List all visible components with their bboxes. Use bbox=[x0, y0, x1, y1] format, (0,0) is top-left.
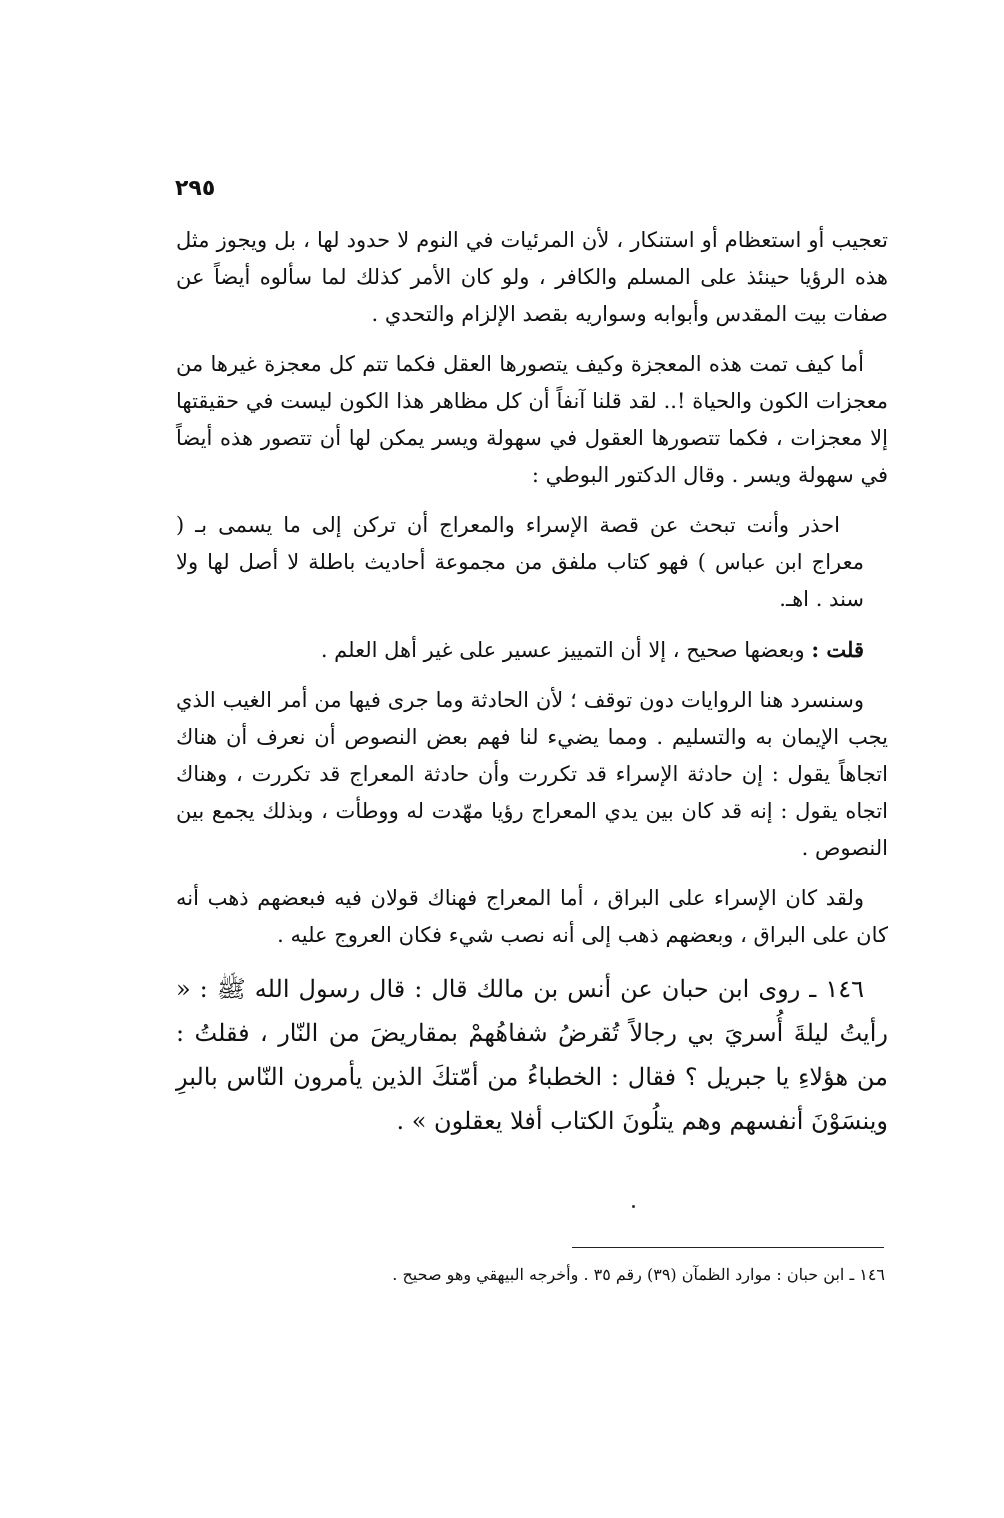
paragraph-2: أما كيف تمت هذه المعجزة وكيف يتصورها العقل فكما تتم كل معجزة غيرها من معجزات الكون والحياة !.. لقد قلنا آنفاً أن كل مظاهر هذا الكون ليست في حقيقتها إلا معجزات ، فكما تتصورها العقول في سهولة ويسر يمكن لها أن تتصور هذه أيضاً في سهولة ويسر . وقال الدكتور البوطي : bbox=[176, 352, 888, 487]
paragraph-qult bbox=[176, 631, 888, 669]
footnote-separator bbox=[572, 1247, 884, 1248]
page-number: ٢٩٥ bbox=[175, 176, 216, 201]
qult-lead: قلت : bbox=[811, 637, 864, 662]
paragraph-1: تعجيب أو استعظام أو استنكار ، لأن المرئيات في النوم لا حدود لها ، بل ويجوز مثل هذه الرؤيا حينئذ على المسلم والكافر ، ولو كان الأمر كذلك لما سألوه أيضاً عن صفات بيت المقدس وأبوابه وسواريه بقصد الإلزام والتحدي . bbox=[176, 228, 888, 326]
paragraph-5: ولقد كان الإسراء على البراق ، أما المعراج فهناك قولان فيه فبعضهم ذهب أنه كان على البراق ، وبعضهم ذهب إلى أنه نصب شيء فكان العروج عليه . bbox=[176, 886, 888, 947]
footnote-146: ١٤٦ ـ ابن حبان : موارد الظمآن (٣٩) رقم ٣٥ . وأخرجه البيهقي وهو صحيح . bbox=[392, 1265, 885, 1284]
quote-albouti: احذر وأنت تبحث عن قصة الإسراء والمعراج أن تركن إلى ما يسمى بـ ( معراج ابن عباس ) فهو كتاب ملفق من مجموعة أحاديث باطلة لا أصل لها ولا سند . اهـ. bbox=[176, 513, 864, 611]
main-text bbox=[176, 222, 888, 1156]
paragraph-4: وسنسرد هنا الروايات دون توقف ؛ لأن الحادثة وما جرى فيها من أمر الغيب الذي يجب الإيمان به والتسليم . ومما يضيء لنا فهم بعض النصوص أن نعرف أن هناك اتجاهاً يقول : إن حادثة الإسراء قد تكررت وأن حادثة المعراج قد تكررت ، وهناك اتجاه يقول : إنه قد كان بين يدي المعراج رؤيا مهّدت له ووطأت ، وبذلك يجمع بين النصوص . bbox=[176, 688, 888, 860]
hadith-146: ١٤٦ ـ روى ابن حبان عن أنس بن مالك قال : قال رسول الله ﷺ : « رأيتُ ليلةَ أُسريَ بي رجالاً تُقرضُ شفاهُهمْ بمقاريضَ من النّار ، فقلتُ : من هؤلاءِ يا جبريل ؟ فقال : الخطباءُ من أمّتكَ الذين يأمرون النّاس بالبرِ وينسَوْنَ أنفسهم وهم يتلُونَ الكتاب أفلا يعقلون » . bbox=[176, 975, 888, 1135]
qult-text: وبعضها صحيح ، إلا أن التمييز عسير على غير أهل العلم . bbox=[320, 638, 805, 662]
stray-dot bbox=[632, 1205, 635, 1208]
